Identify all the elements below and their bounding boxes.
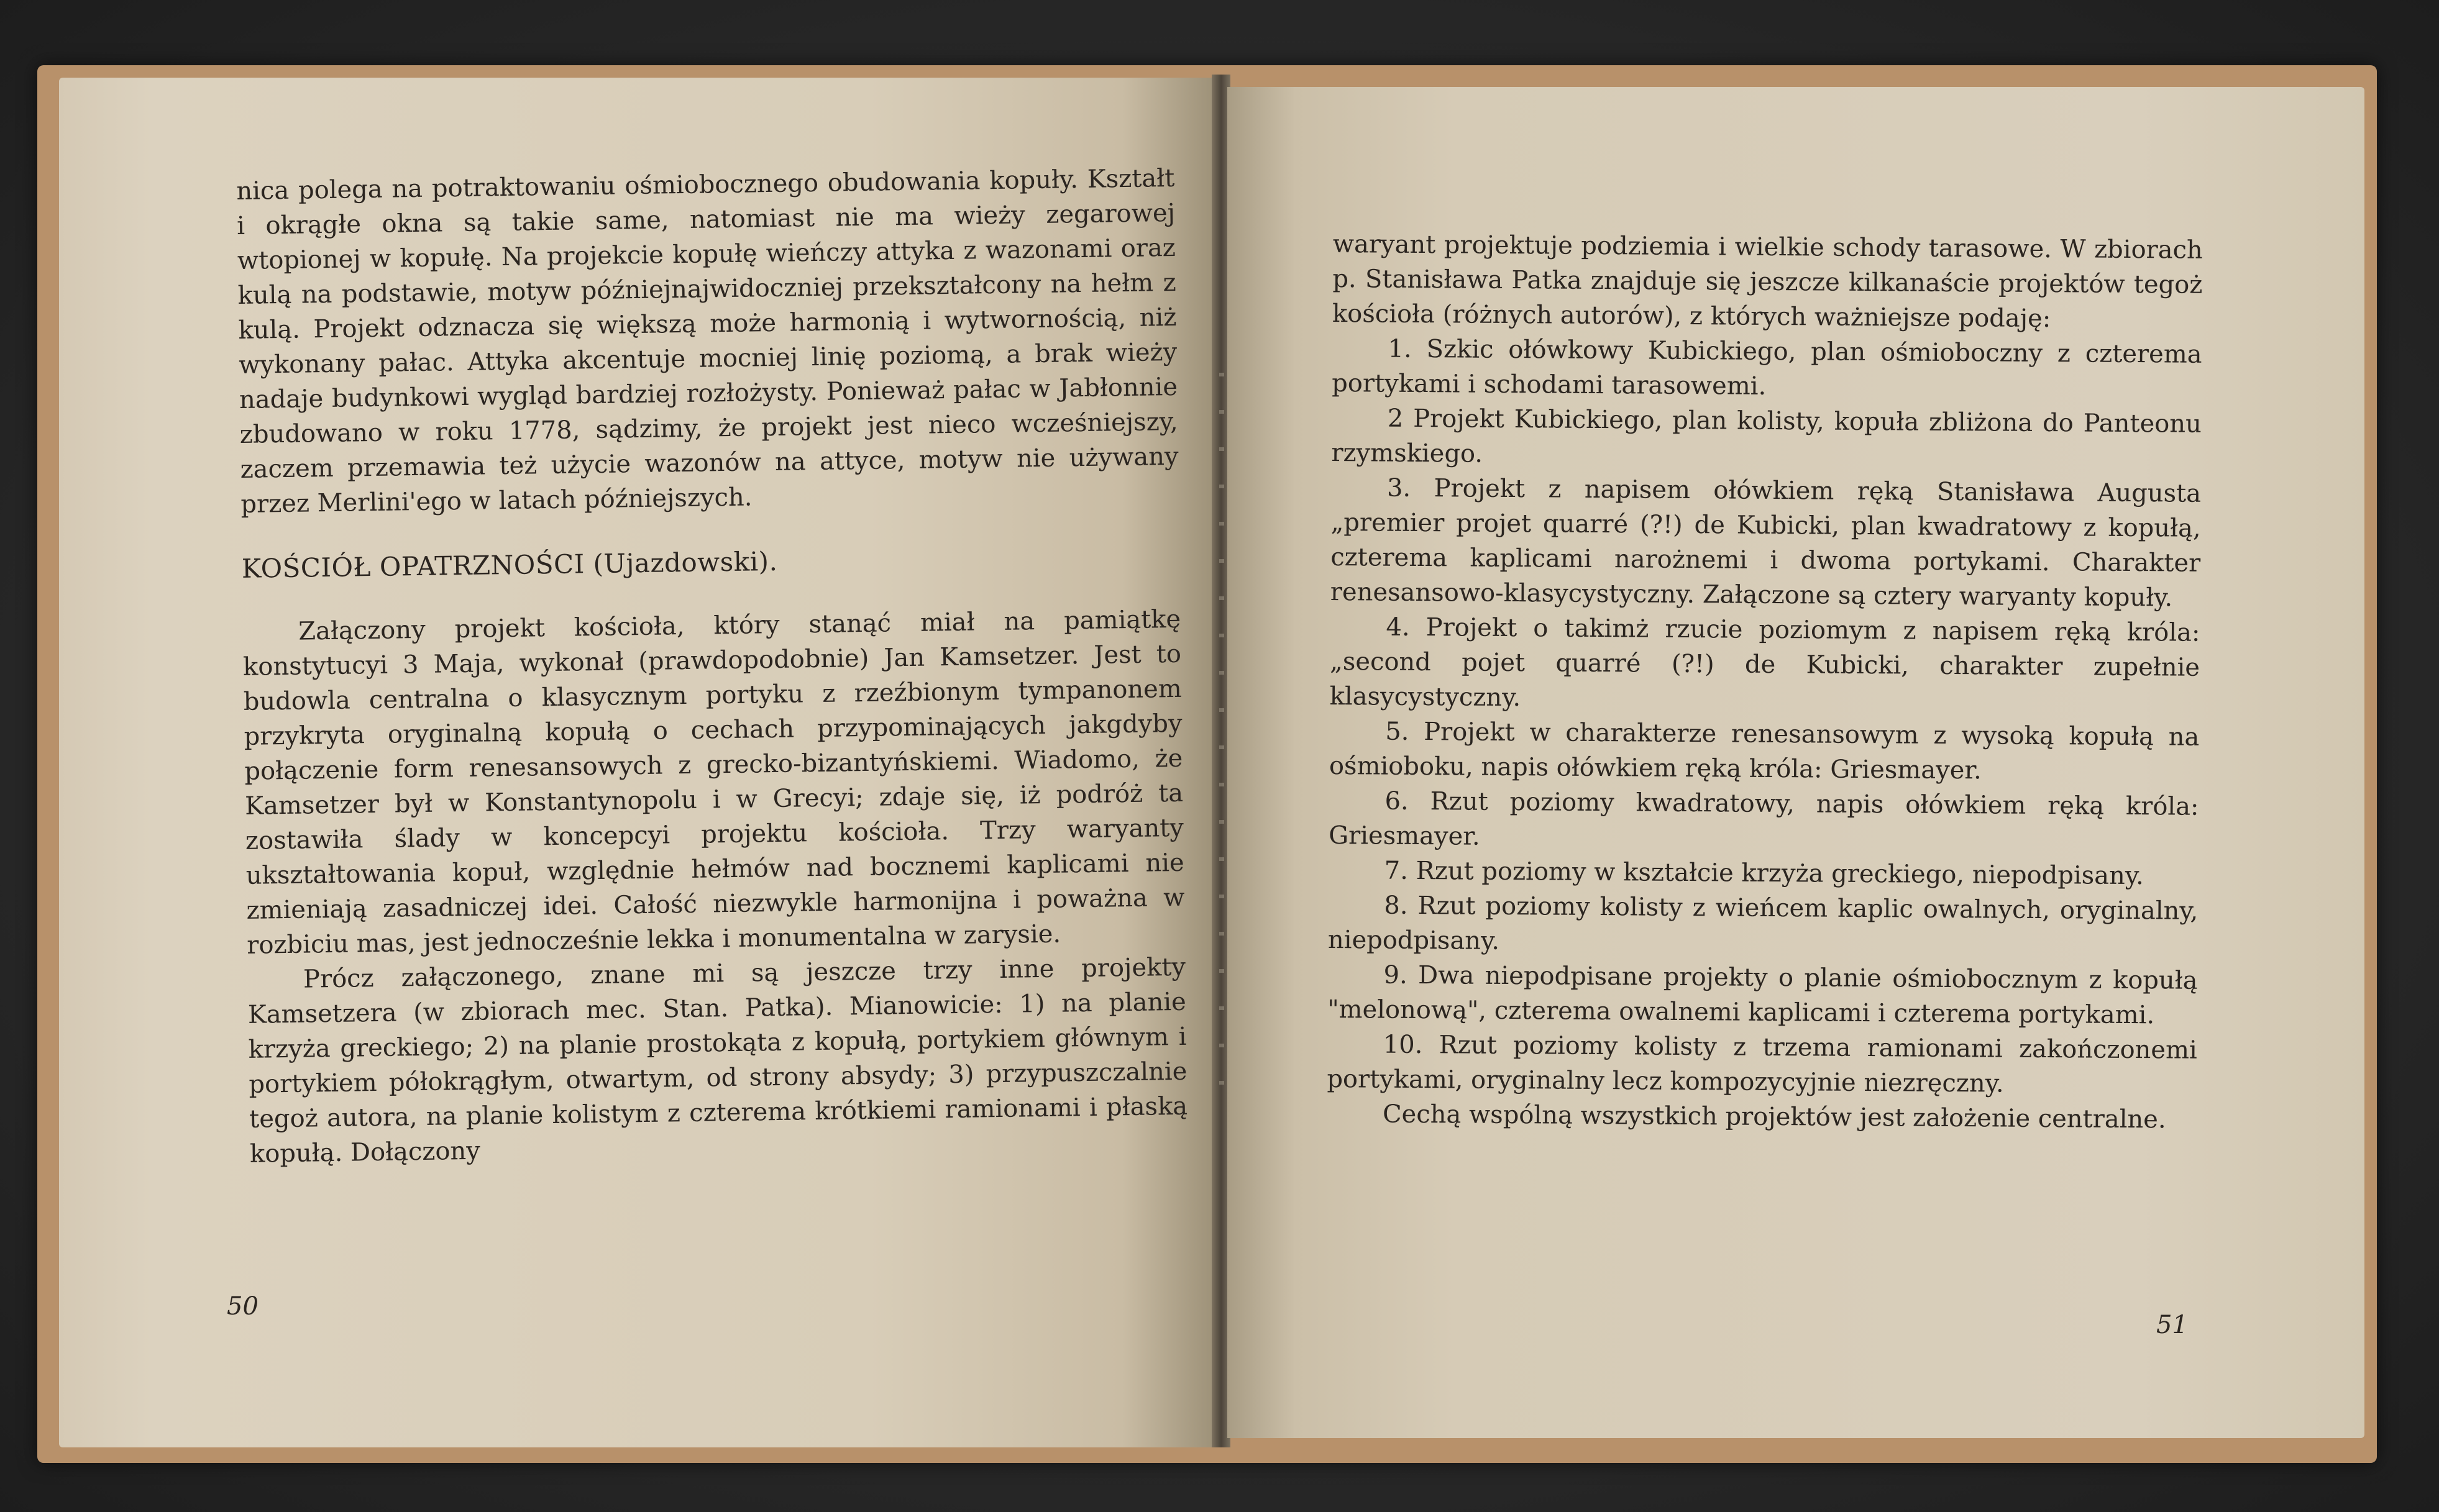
list-item: 1. Szkic ołówkowy Kubickiego, plan ośmioboczny z czterema portykami i schodami tarasowemi. [1332,334,2202,401]
left-paragraph-3: Prócz załączonego, znane mi są jeszcze trzy inne projekty Kamsetzera (w zbiorach mec. Stan. Patka). Mianowicie: 1) na planie krzyża greckiego; 2) na planie prostokąta z kopułą, portykiem głównym i portykiem półokrągłym, otwartym, od strony absydy; 3) przypuszczalnie tegoż autora, na planie kolistym z czterema krótkiemi ramionami i płaską kopułą. Dołączony [247,952,1188,1168]
list-item: 4. Projekt o takimż rzucie poziomym z napisem ręką króla: „second pojet quarré (?!) de Kubicki, charakter zupełnie klasycystyczny. [1329,613,2200,713]
page-number-right: 51 [2156,1311,2188,1339]
left-opening-paragraph: nica polega na potraktowaniu ośmiobocznego obudowania kopuły. Kształt i okrągłe okna są takie same, natomiast nie ma wieży zegarowej wtopionej w kopułę. Na projekcie kopułę wieńczy attyka z wazonami oraz kulą na podstawie, motyw późniejnajwidoczniej przekształcony na hełm z kulą. Projekt odznacza się większą może harmonią i wytwornością, niż wykonany pałac. Attyka akcentuje mocniej linię poziomą, a brak wieży nadaje budynkowi wygląd bardziej rozłożysty. Ponieważ pałac w Jabłonnie zbudowano w roku 1778, sądzimy, że projekt jest nieco wcześniejszy, zaczem przemawia też użycie wazonów na attyce, motyw nie używany przez Merlini'ego w latach późniejszych. [236,163,1179,519]
right-opening-paragraph: waryant projektuje podziemia i wielkie schody tarasowe. W zbiorach p. Stanisława Patka znajduje się jeszcze kilkanaście projektów tegoż kościoła (różnych autorów), z których ważniejsze podaję: [1332,229,2203,334]
list-item: 10. Rzut poziomy kolisty z trzema ramionami zakończonemi portykami, oryginalny lecz kompozycyjnie niezręczny. [1327,1030,2197,1098]
binding-stitches [1219,373,1224,1118]
left-page-text [236,161,1188,1172]
page-number-left: 50 [227,1292,259,1321]
right-page-text [1327,227,2203,1137]
section-heading: KOŚCIÓŁ OPATRZNOŚCI (Ujazdowski). [241,545,778,584]
list-item: 7. Rzut poziomy w kształcie krzyża greckiego, niepodpisany. [1384,856,2144,891]
right-page [1227,87,2364,1438]
list-item: 3. Projekt z napisem ołówkiem ręką Stanisława Augusta „premier projet quarré (?!) de Kubicki, plan kwadratowy z kopułą, czterema kaplicami narożnemi i dwoma portykami. Charakter renesansowo-klasycystyczny. Załączone są cztery waryanty kopuły. [1330,473,2202,613]
list-item: 9. Dwa niepodpisane projekty o planie ośmiobocznym z kopułą "melonową", czterema owalnemi kaplicami i czterema portykami. [1327,960,2198,1030]
left-paragraph-2: Załączony projekt kościoła, który stanąć miał na pamiątkę konstytucyi 3 Maja, wykonał (prawdopodobnie) Jan Kamsetzer. Jest to budowla centralna o klasycznym portyku z rzeźbionym tympanonem przykryta oryginalną kopułą o cechach przypominających jakgdyby połączenie form renesansowych z grecko-bizantyńskiemi. Wiadomo, że Kamsetzer był w Konstantynopolu i w Grecyi; zdaje się, iż podróż ta zostawiła ślady w koncepcyi projektu kościoła. Trzy waryanty ukształtowania kopuł, względnie hełmów nad bocznemi kaplicami nie zmieniają zasadniczej idei. Całość niezwykle harmonijna i poważna w rozbiciu mas, jest jednocześnie lekka i monumentalna w zarysie. [242,604,1185,960]
left-page [59,78,1215,1447]
list-item: 8. Rzut poziomy kolisty z wieńcem kaplic owalnych, oryginalny, niepodpisany. [1327,891,2199,955]
list-item: 5. Projekt w charakterze renesansowym z wysoką kopułą na ośmioboku, napis ołówkiem ręką króla: Griesmayer. [1329,717,2200,785]
right-closing-paragraph: Cechą wspólną wszystkich projektów jest założenie centralne. [1382,1100,2166,1134]
list-item: 6. Rzut poziomy kwadratowy, napis ołówkiem ręką króla: Griesmayer. [1328,786,2199,851]
list-item: 2 Projekt Kubickiego, plan kolisty, kopuła zbliżona do Panteonu rzymskiego. [1331,404,2202,468]
